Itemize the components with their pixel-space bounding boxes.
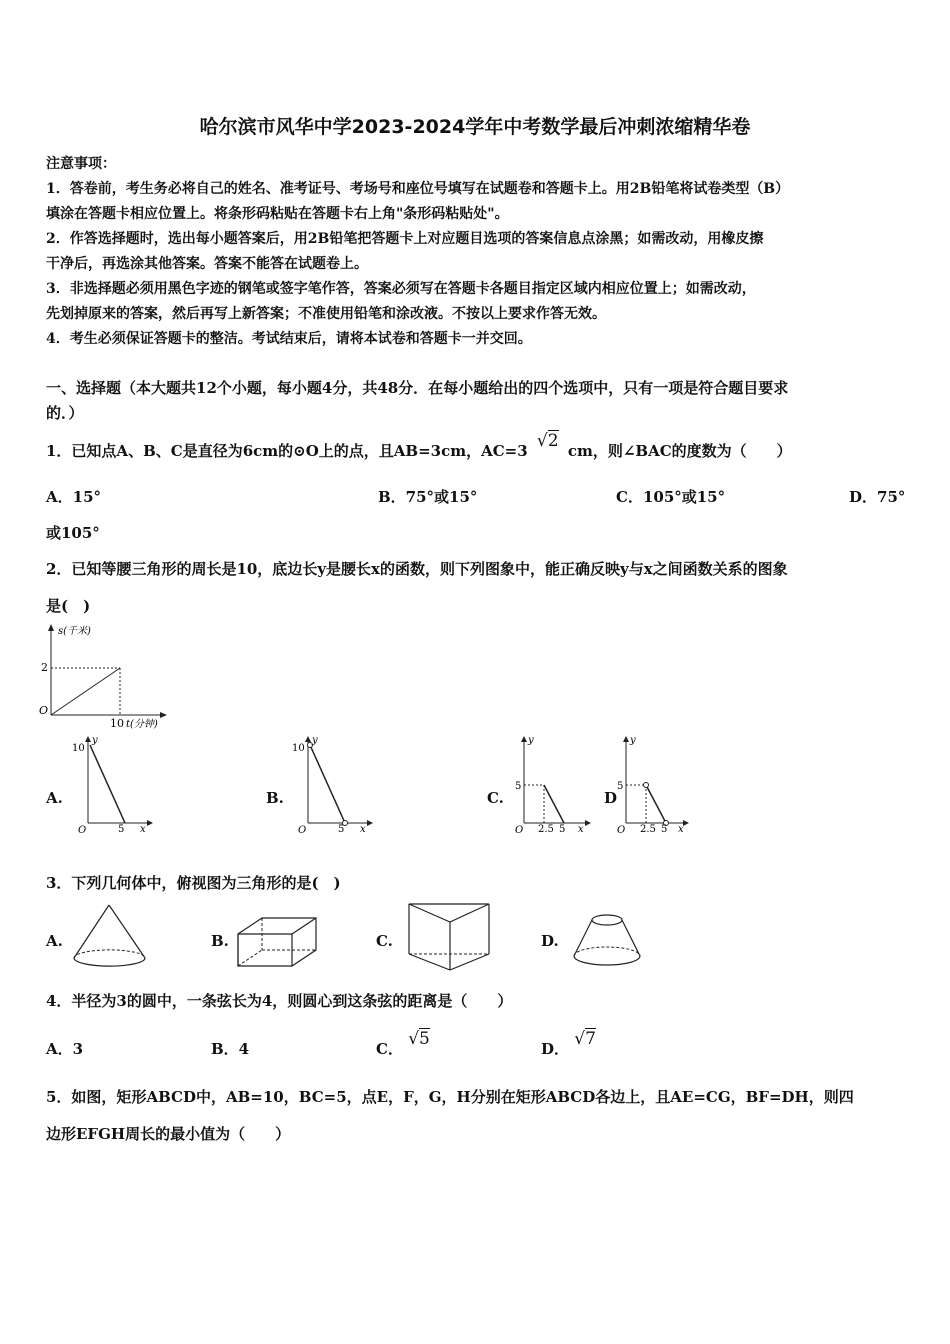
graph-ylabel: s(千米) (58, 626, 91, 637)
q3-option-a-label: A. (46, 932, 63, 950)
sqrt-5: √5 (408, 1029, 430, 1049)
notice-line: 3．非选择题必须用黑色字迹的钢笔或签字笔作答，答案必须写在答题卡各题目指定区域内相应位置上；如需改动， (46, 281, 756, 297)
q1-option-b: B．75°或15° (378, 488, 478, 506)
tick-5: 5 (661, 824, 668, 835)
notice-line: 填涂在答题卡相应位置上。将条形码粘贴在答题卡右上角"条形码粘贴处"。 (46, 206, 509, 222)
q1-text-a: 1．已知点A、B、C是直径为6cm的⊙O上的点，且AB=3cm，AC=3 (46, 442, 528, 460)
tick-10: 10 (72, 743, 85, 754)
q2-reference-graph (36, 620, 176, 730)
q2-option-a-graph[interactable] (70, 733, 155, 838)
q2-option-c-label: C. (487, 789, 504, 807)
page-title: 哈尔滨市风华中学2023-2024学年中考数学最后冲刺浓缩精华卷 (199, 116, 751, 138)
q2-text: 2．已知等腰三角形的周长是10，底边长y是腰长x的函数，则下列图象中，能正确反映y与x之间函数关系的图象 (46, 560, 788, 578)
notice-line: 1．答卷前，考生务必将自己的姓名、准考证号、考场号和座位号填写在试题卷和答题卡上。用2B铅笔将试卷类型（B） (46, 181, 790, 197)
q4-option-c: C． √5 (376, 1029, 430, 1058)
tick-5: 5 (338, 824, 345, 835)
sqrt-7: √7 (574, 1029, 596, 1049)
notice-heading: 注意事项： (46, 156, 116, 172)
tick-5: 5 (617, 781, 624, 792)
section-heading-cont: 的．） (46, 404, 84, 422)
graph-origin: O (39, 704, 49, 717)
q5-text: 5．如图，矩形ABCD中，AB=10，BC=5，点E，F，G，H分别在矩形ABCD各边上，且AE=CG，BF=DH，则四 (46, 1088, 854, 1106)
origin: O (78, 825, 87, 836)
q3-option-c-label: C. (376, 932, 393, 950)
q5-text-cont: 边形EFGH周长的最小值为（ ） (46, 1125, 291, 1143)
q4-option-d: D． √7 (541, 1029, 596, 1058)
section-heading: 一、选择题（本大题共12个小题，每小题4分，共48分．在每小题给出的四个选项中，只有一项是符合题目要求 (46, 379, 789, 397)
q1-text (46, 431, 792, 461)
tick-5: 5 (515, 781, 522, 792)
prism-icon[interactable] (234, 908, 324, 970)
axis-x: x (140, 824, 146, 835)
axis-y: y (92, 735, 98, 746)
q3-option-d-label: D. (541, 932, 559, 950)
q1-option-d-wrap: 或105° (46, 524, 100, 542)
q4-option-b: B．4 (211, 1040, 250, 1058)
origin: O (515, 825, 524, 836)
origin: O (298, 825, 307, 836)
q4-text: 4．半径为3的圆中，一条弦长为4，则圆心到这条弦的距离是（ ） (46, 992, 513, 1010)
tick-5: 5 (118, 824, 125, 835)
sqrt-2: √2 (536, 431, 559, 451)
cone-icon[interactable] (68, 900, 153, 972)
tick-10: 10 (292, 743, 305, 754)
notice-line: 先划掉原来的答案，然后再写上新答案；不准使用铅笔和涂改液。不按以上要求作答无效。 (46, 306, 606, 322)
q4-option-a: A．3 (46, 1040, 84, 1058)
q1-option-a: A．15° (46, 488, 102, 506)
notice-line: 干净后，再选涂其他答案。答案不能答在试题卷上。 (46, 256, 368, 272)
q2-option-c-graph[interactable] (508, 733, 593, 838)
origin: O (617, 825, 626, 836)
graph-xlabel: t(分钟) (126, 719, 158, 730)
notice-line: 4．考生必须保证答题卡的整洁。考试结束后，请将本试卷和答题卡一并交回。 (46, 331, 532, 347)
q1-option-c: C．105°或15° (616, 488, 726, 506)
q1-text-b: cm，则∠BAC的度数为（ ） (567, 442, 792, 460)
q2-option-b-graph[interactable] (290, 733, 375, 838)
axis-y: y (312, 735, 318, 746)
q2-option-d-label: D (604, 789, 618, 807)
q2-text-cont: 是( ) (46, 597, 91, 615)
q2-option-d-graph[interactable] (606, 733, 691, 838)
frustum-icon[interactable] (568, 910, 646, 972)
q3-text: 3．下列几何体中，俯视图为三角形的是( ) (46, 874, 341, 892)
axis-x: x (360, 824, 366, 835)
axis-x: x (678, 824, 684, 835)
q2-option-a-label: A. (46, 789, 63, 807)
notice-line: 2．作答选择题时，选出每小题答案后，用2B铅笔把答题卡上对应题目选项的答案信息点涂黑；如需改动，用橡皮擦 (46, 231, 764, 247)
q2-option-b-label: B. (266, 789, 284, 807)
axis-y: y (528, 735, 534, 746)
tick-5: 5 (559, 824, 566, 835)
triangular-prism-icon[interactable] (404, 900, 494, 972)
axis-y: y (630, 735, 636, 746)
axis-x: x (578, 824, 584, 835)
tick-2-5: 2.5 (640, 824, 656, 835)
tick-2-5: 2.5 (538, 824, 554, 835)
q1-option-d: D．75° (849, 488, 906, 506)
graph-x-tick: 10 (110, 717, 124, 730)
graph-y-tick: 2 (41, 661, 48, 674)
q3-option-b-label: B. (211, 932, 229, 950)
